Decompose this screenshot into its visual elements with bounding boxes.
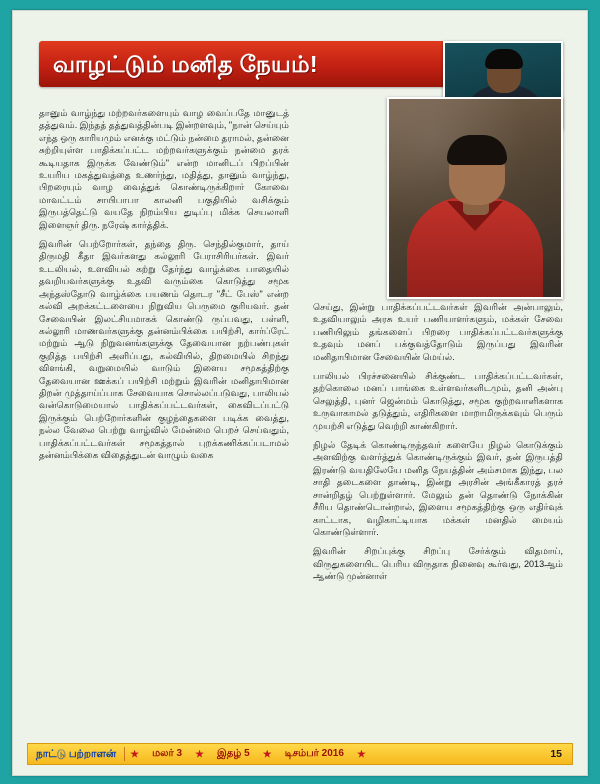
flower-icon [357,750,366,759]
article-headline-banner [39,41,459,87]
paragraph: செய்து, இன்று பாதிக்கப்பட்டவர்கள் இவரின் அன்பாலும், உதவியாலும் அரசு உயர் பணியாளர்களும், மக்கள் சேவை பணியிலும் தங்களைப் பிறரை பாதிக்கப்பட்டவர்களுக்கு உதவும் மனப் பக்குவத்தோடும் இருப்பது இவரின் மனிதாபிமான சேவையின் மெய்ல். [313,302,563,362]
footer-divider [124,747,125,761]
volume-label: மலர் 3 [152,748,183,759]
paragraph: பாலியல் பிரச்சனையில் சிக்குண்ட பாதிக்கப்பட்டவர்கள், தற்கொலை மனப் பாங்கை உள்ளவர்களிடமும், தனி அன்பு செலுத்தி, புனர் ஜென்மம் கொடுத்து, சமூக குற்றவாளிகளாக உருவாகாமல் தடுத்தும், எதிரிகளை மாறாமிருக்கவும் பெரும் முயற்சி எடுத்து வெற்றி காண்கிறார். [313,371,563,431]
paragraph: இவரின் சிறப்புக்கு சிறப்பு சேர்க்கும் விதமாய், விருதுகளையிட பெரிய விருதாக நினைவு கூர்வது, 2013ஆம் ஆண்டு முன்னாள் [313,546,563,582]
article-column-left [39,107,289,468]
paragraph: தானும் வாழ்ந்து மற்றவர்களையும் வாழ வைப்பதே மானுடத் தத்துவம். இந்தத் தத்துவத்தின்படி இன்றளவும், "நான் செய்யும் எந்த ஒரு காரியமும் எனக்கு மட்டும் நன்மை தராமல், தன்னை சுற்றியுள்ள பாதிக்கப்பட்ட மற்றவர்களுக்கும் நன்மை தரக் கூடியதாக இருக்க வேண்டும்" என்ற மானிடப் பிறப்பின் உயரிய மகத்துவத்தை உணர்ந்து, மதித்து, தானும் வாழ்ந்து, பிறரையும் வாழ வைத்துக் கொண்டிருக்கிறார் கோவை மாவட்டம் சாயிபாபா காலனி பகுதியில் வசிக்கும் இருபத்தெட்டு வயதே நிறம்பிய துடிப்பு மிக்க செயலாளி இளைஞர் திரு. நரேஷ் கார்த்திக். [39,108,289,230]
inset-photo-hair [485,49,523,69]
main-portrait-photo [387,97,563,299]
paragraph: இவரின் பெற்றோர்கள், தந்தை திரு. செந்தில்குமார், தாய் திருமதி கீதா இவர்களது கல்லூரி பேராசிரியர்கள். இவர் உடலியல், உளவியல் கற்று தேர்ந்து வாழ்க்கை பாதையில் தவறியவர்களுக்கு உதவி வரும்கை கொடுத்து சமூக அந்தஸ்தோடு வாழ்க்கை பயணம் தொடர "சீட் பேஸ்" என்ற கல்வி அறக்கட்டளையை நிறுவிய பெருமை குரியவர். தன் சேவையின் இலட்சியமாகக் கொண்டு ருப்பவது, பள்ளி, கல்லூரி மாணவர்களுக்கு தன்னம்பிக்கை பயிற்சி, கார்ப்ரேட் மற்றும் ஆடு நிறுவனங்களுக்கு தேவையான நற்பண்புகள் குறித்த பயிற்சி அளிப்பது, கல்வியில், திறமையில் சிறந்து விளங்கி, வறுமையில் வாடும் இளைய சமூகத்திற்கு தேவையான ஊக்கப் பயிற்சி மற்றும் இவரின் மனிதாபிமான திறன் முத்தாய்ப்பாக சேவையாக சொல்லப்படுவது, பாலியல் வன்கொடுமையால் பாதிக்கப்பட்டவர்கள், கைவிடப்பட்டு இருக்கும் பெற்றோர்களின் குழந்தைகளை படிக்க வைத்து, நல்ல வேலை பெற்று வாழ்வில் மேன்மை பெறச் செய்வதும், பாதிக்கப்பட்டவர்கள் சமூகத்தால் புறக்கணிக்கப்படாமல் தன்னம்பிக்கை விதைத்துடன் வாழும் வகை [39,239,289,460]
page-content-area [12,10,588,776]
paragraph: நிழல் தேடிக் கொண்டிருந்தவர் களையே நிழல் கொடுக்கும் அளவிற்கு வளர்த்துக் கொண்டிருக்கும் இவர், தன் இருபத்தி இரண்டு வயதிலேயே மனித நேயத்தின் அம்சமாக இந்து, பல சாதி தடைகளை தாண்டி, இன்று அரசின் அங்கீகாரத் தரச் சான்றிதழ் பெற்றுள்ளார். மேலும் தன் தொண்டு நோக்கின் சீரிய தொண்டொன்றால், இளைய சமூகத்திற்கு ஒரு எதிர்வுக் காட்டாக, வழிகாட்டியாக மக்கள் மனதில் மையம் கொண்டுள்ளார். [313,440,563,537]
flower-icon [263,750,272,759]
page-title: வாழட்டும் மனித நேயம்! [53,50,318,77]
main-photo-hair [447,135,507,165]
article-column-right [313,301,563,590]
flower-icon [195,750,204,759]
page-number: 15 [550,748,562,760]
page-footer-bar [27,743,573,765]
flower-icon [130,750,139,759]
issue-label: இதழ் 5 [217,748,250,759]
issue-date-label: டிசம்பர் 2016 [284,748,344,759]
magazine-brand-name: நாட்டு பற்றாளன் [36,747,117,760]
